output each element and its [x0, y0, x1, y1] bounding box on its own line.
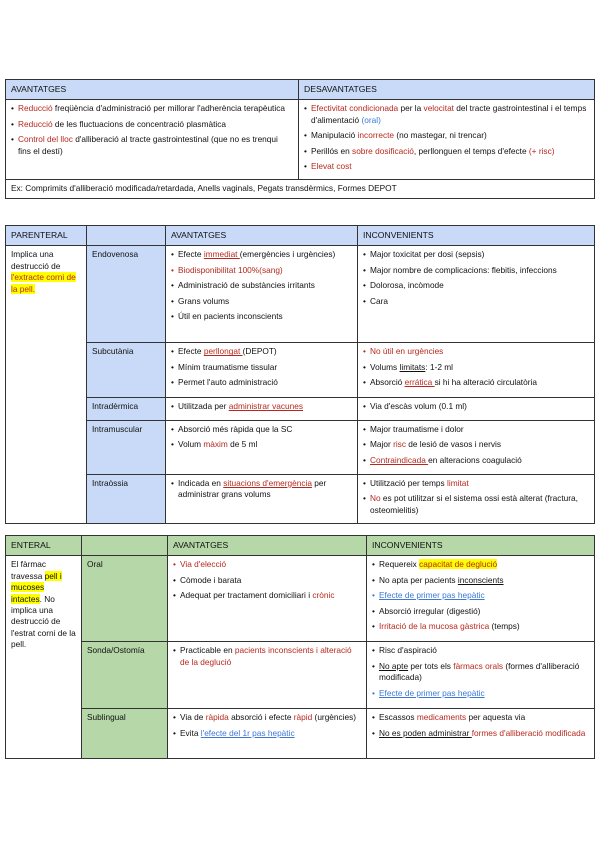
list-item: • Via d'escàs volum (0.1 ml): [363, 401, 589, 412]
list-item: • Adequat per tractament domiciliari i crònic: [173, 590, 361, 601]
list-item: • Major traumatisme i dolor: [363, 424, 589, 435]
header-enteral: ENTERAL: [6, 536, 82, 556]
header-empty: [87, 226, 166, 246]
list-item: • Utilització per temps limitat: [363, 478, 589, 489]
header-empty: [82, 536, 168, 556]
list-item: • Utilitzada per administrar vacunes: [171, 401, 352, 412]
list-item: • Útil en pacients inconscients: [171, 311, 352, 322]
list-item: • Practicable en pacients inconscients i alteració de la deglució: [173, 645, 361, 668]
route-intraossia: Intraòssia: [87, 474, 166, 523]
list-item: • Major risc de lesió de vasos i nervis: [363, 439, 589, 450]
header-inconvenients: INCONVENIENTS: [358, 226, 595, 246]
disadvantages-cell: [299, 100, 595, 180]
list-item: • No apta per pacients inconscients: [372, 575, 589, 586]
list-item: • Perillós en sobre dosificació, perllonguen el temps d'efecte (+ risc): [304, 146, 589, 157]
list-item: • Risc d'aspiració: [372, 645, 589, 656]
list-item: • Volums limitats: 1-2 ml: [363, 362, 589, 373]
route-sublingual: Sublingual: [82, 709, 168, 759]
parenteral-table: [5, 225, 595, 524]
advantages-cell: [6, 100, 299, 180]
list-item: • Biodisponibilitat 100%(sang): [171, 265, 352, 276]
list-item: • Major nombre de complicacions: flebitis, infeccions: [363, 265, 589, 276]
route-oral: Oral: [82, 556, 168, 642]
list-item: • Còmode i barata: [173, 575, 361, 586]
list-item: • Indicada en situacions d'emergència per administrar grans volums: [171, 478, 352, 501]
list-item: • Absorció irregular (digestió): [372, 606, 589, 617]
route-subcutania: Subcutània: [87, 343, 166, 398]
list-item: • Major toxicitat per dosi (sepsis): [363, 249, 589, 260]
list-item: • Dolorosa, incòmode: [363, 280, 589, 291]
list-item: • Administració de substàncies irritants: [171, 280, 352, 291]
list-item: • No es poden administrar formes d'alliberació modificada: [372, 728, 589, 739]
enteral-table: [5, 535, 595, 759]
enteral-description: El fàrmac travessa pell i mucoses intactes. No implica una destrucció de l'estrat corni de la pell.: [6, 556, 82, 759]
list-item: • Via d'elecció: [173, 559, 361, 570]
list-item: • Control del lloc d'alliberació al tracte gastrointestinal (que no es trenqui fins el destí): [11, 134, 293, 157]
example-row: Ex: Comprimits d'alliberació modificada/retardada, Anells vaginals, Pegats transdèrmics, Formes DEPOT: [6, 180, 595, 198]
list-item: • Via de ràpida absorció i efecte ràpid (urgències): [173, 712, 361, 723]
list-item: • Manipulació incorrecte (no mastegar, ni trencar): [304, 130, 589, 141]
header-inconvenients: INCONVENIENTS: [367, 536, 595, 556]
list-item: • Mínim traumatisme tissular: [171, 362, 352, 373]
list-item: • Absorció errática si hi ha alteració circulatòria: [363, 377, 589, 388]
route-sonda-ostomia: Sonda/Ostomía: [82, 642, 168, 709]
controlled-release-table: [5, 79, 595, 199]
list-item: • Efecte de primer pas hepàtic: [372, 590, 589, 601]
list-item: • Irritació de la mucosa gàstrica (temps): [372, 621, 589, 632]
list-item: • No es pot utilitzar si el sistema ossi està alterat (fractura, osteomielitis): [363, 493, 589, 516]
list-item: • Evita l'efecte del 1r pas hepàtic: [173, 728, 361, 739]
list-item: • Volum màxim de 5 ml: [171, 439, 352, 450]
header-desavantatges: DESAVANTATGES: [299, 80, 595, 100]
list-item: • Efectivitat condicionada per la velocitat del tracte gastrointestinal i el temps d'alimentació (oral): [304, 103, 589, 126]
parenteral-description: Implica una destrucció de l'extracte corni de la pell.: [6, 246, 87, 524]
list-item: • Cara: [363, 296, 589, 307]
list-item: • Permet l'auto administració: [171, 377, 352, 388]
header-avantatges: AVANTATGES: [168, 536, 367, 556]
list-item: • Escassos medicaments per aquesta via: [372, 712, 589, 723]
header-avantatges: AVANTATGES: [166, 226, 358, 246]
list-item: • Efecte immediat (emergències i urgències): [171, 249, 352, 260]
header-parenteral: PARENTERAL: [6, 226, 87, 246]
list-item: • Efecte de primer pas hepàtic: [372, 688, 589, 699]
list-item: • No apte per tots els fàrmacs orals (formes d'alliberació modificada): [372, 661, 589, 684]
route-intramuscular: Intramuscular: [87, 420, 166, 474]
list-item: • Grans volums: [171, 296, 352, 307]
list-item: • Elevat cost: [304, 161, 589, 172]
list-item: • Efecte perllongat (DEPOT): [171, 346, 352, 357]
list-item: • Contraindicada en alteracions coagulació: [363, 455, 589, 466]
list-item: • Absorció més ràpida que la SC: [171, 424, 352, 435]
list-item: • Reducció de les fluctuacions de concentració plasmàtica: [11, 119, 293, 130]
list-item: • No útil en urgències: [363, 346, 589, 357]
list-item: • Requereix capacitat de deglució: [372, 559, 589, 570]
header-avantatges: AVANTATGES: [6, 80, 299, 100]
route-endovenosa: Endovenosa: [87, 246, 166, 343]
list-item: • Reducció freqüència d'administració per millorar l'adherència terapèutica: [11, 103, 293, 114]
route-intradermica: Intradèrmica: [87, 398, 166, 420]
